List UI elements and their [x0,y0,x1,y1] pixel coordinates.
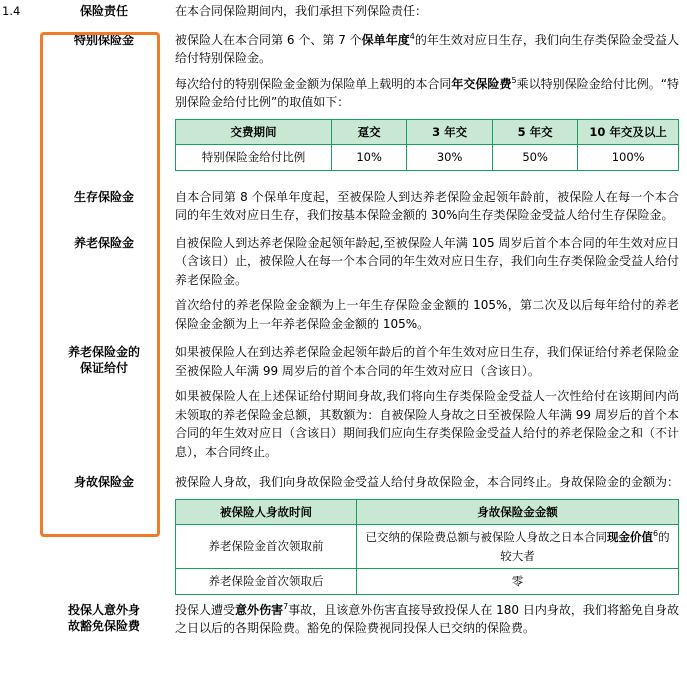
table-header-cell: 3 年交 [407,119,493,145]
benefit-para: 如果被保险人在上述保证给付期间身故,我们将向生存类保险金受益人一次性给付在该期间内尚未领取的养老保险金总额，其数额为：自被保险人身故之日至被保险人年满 99 周岁后的首个本合同的年生效对应日（含该日）期间我们应向生存类保险金受益人给付的养老保险金之和（不计息），本合同终止。 [175,389,680,459]
benefit-body-guaranteed [170,343,687,461]
benefit-label-line2: 保证给付 [79,361,128,375]
table-cell: 零 [357,569,679,595]
benefit-body-death [170,473,687,601]
document-page [0,2,687,698]
spacer-num [0,234,38,235]
section-title: 保险责任 [79,4,128,18]
run-text-bold: 现金价值 [606,530,653,544]
table-header-row [176,119,679,145]
table-cell [357,525,679,569]
benefit-row-survival [0,188,687,225]
table-header-cell: 10 年交及以上 [578,119,679,145]
spacer-num [0,601,38,602]
footnote-ref: 7 [283,601,289,611]
table-header-cell: 身故保险金金额 [357,499,679,525]
benefit-para: 被保险人身故，我们向身故保险金受益人给付身故保险金，本合同终止。身故保险金的金额为： [175,475,680,489]
benefit-para: 如果被保险人在到达养老保险金起领年龄后的首个年生效对应日生存，我们保证给付养老保险金至被保险人年满 99 周岁后的首个本合同的年生效对应日（含该日）。 [175,345,680,378]
benefit-label-death: 身故保险金 [73,475,134,489]
run-text-bold: 意外伤害 [235,602,284,617]
benefit-label-waiver [38,601,170,634]
spacer-num [0,188,38,189]
benefit-row-waiver [0,601,687,638]
benefit-para: 自被保险人到达养老保险金起领年龄起,至被保险人年满 105 周岁后首个本合同的年生效对应日（含该日）止，被保险人在每一个本合同的年生效对应日生存，我们向生存类保险金受益人给付养老保险金。 [175,235,680,287]
footnote-ref: 4 [409,31,415,41]
table-header-cell: 趸交 [331,119,406,145]
table-cell: 养老保险金首次领取前 [176,525,357,569]
table-cell: 100% [578,145,679,171]
table-cell: 养老保险金首次领取后 [176,569,357,595]
spacer-num [0,343,38,344]
run-text: 投保人遭受 [175,602,236,617]
benefit-row-death [0,473,687,601]
benefit-body-pension [170,234,687,334]
section-intro-text: 在本合同保险期间内，我们承担下列保险责任： [175,4,428,18]
run-text: 乘以特别保险金给付比例。“特别保险金给付比例”的取值如下： [175,76,679,109]
table-header-cell: 被保险人身故时间 [176,499,357,525]
table-row [176,569,679,595]
benefit-label-line1: 投保人意外身 [67,602,140,617]
benefit-row-pension [0,234,687,334]
benefit-label-line2: 故豁免保险费 [67,618,140,633]
benefit-label-special: 特别保险金 [73,32,134,47]
benefit-para [175,75,679,112]
spacer-num [0,31,38,32]
death-benefit-table-wrap [175,499,679,595]
benefit-label-survival: 生存保险金 [73,189,134,204]
table-header-cell: 交费期间 [176,119,332,145]
run-text: 的较大者 [500,530,670,563]
benefit-label-pension: 养老保险金 [73,235,134,250]
benefit-body-survival [170,188,687,225]
benefit-para [175,601,679,638]
benefit-row-guaranteed [0,343,687,461]
benefit-body-waiver [170,601,687,638]
table-row [176,525,679,569]
table-header-cell: 5 年交 [492,119,578,145]
table-header-row [176,499,679,525]
section-header-row [0,2,687,21]
table-cell: 特别保险金给付比例 [176,145,332,171]
table-cell: 10% [331,145,406,171]
benefit-body-special [170,31,687,179]
benefit-label-line1: 养老保险金的 [67,345,140,359]
run-text: 被保险人在本合同第 6 个、第 7 个 [175,32,362,47]
run-text: 的年生效对应日生存，我们向生存类保险金受益人给付特别保险金。 [175,32,679,65]
benefit-label-guaranteed [38,343,170,376]
run-text: 已交纳的保险费总额与被保险人身故之日本合同 [365,530,607,544]
special-benefit-table-wrap [175,119,679,171]
benefit-para: 自本合同第 8 个保单年度起，至被保险人到达养老保险金起领年龄前，被保险人在每一个本合同的年生效对应日生存，我们按基本保险金额的 30%向生存类保险金受益人给付生存保险金。 [175,189,679,222]
footnote-ref: 6 [652,529,659,539]
run-text-bold: 年交保险费 [451,76,512,91]
table-row [176,145,679,171]
benefit-para [175,31,679,68]
footnote-ref: 5 [511,75,517,85]
section-intro [170,2,687,21]
benefit-row-special [0,31,687,179]
benefit-para: 首次给付的养老保险金金额为上一年生存保险金金额的 105%，第二次及以后每年给付的养老保险金金额为上一年养老保险金金额的 105%。 [175,298,679,331]
table-cell: 50% [492,145,578,171]
run-text: 每次给付的特别保险金金额为保险单上载明的本合同 [175,76,452,91]
special-benefit-table [175,119,679,171]
death-benefit-table [175,499,679,595]
run-text: 事故，且该意外伤害直接导致投保人在 180 日内身故，我们将豁免自身故之日以后的各期保险费。豁免的保险费视同投保人已交纳的保险费。 [175,602,679,635]
table-cell: 30% [407,145,493,171]
section-number: 1.4 [2,4,21,18]
spacer-num [0,473,38,474]
run-text-bold: 保单年度 [361,32,410,47]
